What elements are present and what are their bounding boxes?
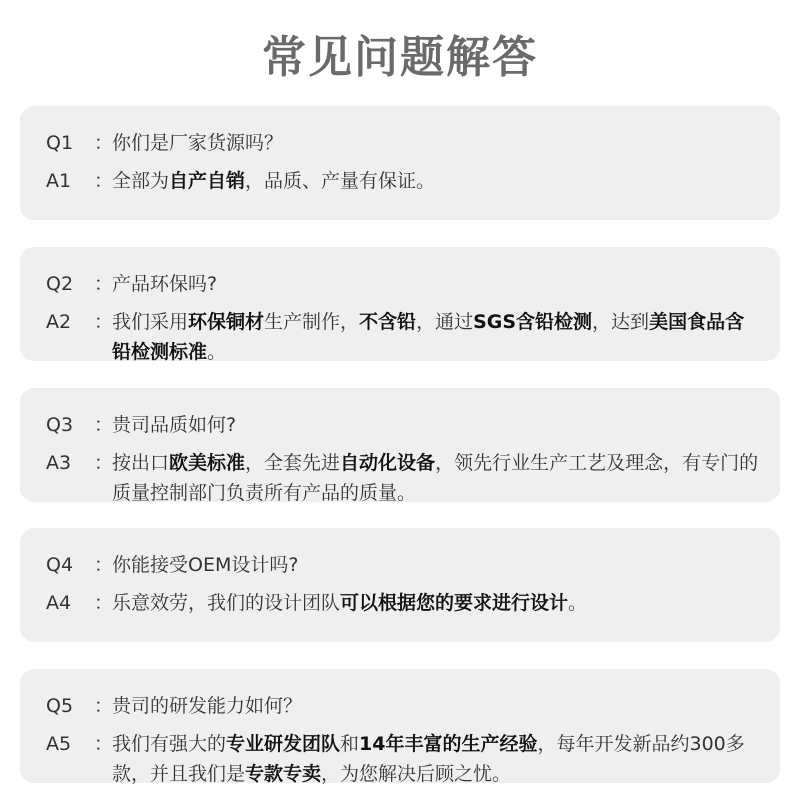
faq-question xyxy=(46,128,760,158)
question-text: 产品环保吗? xyxy=(112,273,218,295)
question-tag: Q1 xyxy=(46,132,74,154)
answer-tag: A1 xyxy=(46,170,72,192)
answer-text xyxy=(112,729,760,789)
answer-segment: 按出口 xyxy=(112,452,170,474)
answer-segment: ，每年开发新品约300多款，并且我们是 xyxy=(112,733,745,785)
answer-highlight: 专款专卖 xyxy=(245,763,322,785)
answer-separator: ： xyxy=(94,733,114,755)
answer-highlight: 欧美标准 xyxy=(169,452,246,474)
faq-card xyxy=(20,528,780,642)
answer-segment: 。 xyxy=(207,341,227,363)
question-text: 贵司品质如何? xyxy=(112,414,237,436)
answer-segment: 我们有强大的 xyxy=(112,733,227,755)
faq-question xyxy=(46,550,760,580)
answer-highlight: 14年丰富的生产经验 xyxy=(359,733,538,755)
answer-highlight: 环保铜材 xyxy=(188,311,265,333)
answer-segment: ，全套先进 xyxy=(245,452,341,474)
question-separator: ： xyxy=(94,695,114,717)
answer-tag: A3 xyxy=(46,452,72,474)
answer-segment: ，品质、产量有保证。 xyxy=(245,170,436,192)
question-separator: ： xyxy=(94,414,114,436)
answer-segment: ，达到 xyxy=(592,311,650,333)
question-separator: ： xyxy=(94,273,114,295)
question-text: 你能接受OEM设计吗? xyxy=(112,554,299,576)
answer-tag: A5 xyxy=(46,733,72,755)
question-text: 贵司的研发能力如何？ xyxy=(112,695,303,717)
question-text: 你们是厂家货源吗？ xyxy=(112,132,284,154)
question-tag: Q3 xyxy=(46,414,74,436)
faq-card xyxy=(20,106,780,220)
faq-card xyxy=(20,388,780,502)
answer-separator: ： xyxy=(94,452,114,474)
faq-answer xyxy=(46,729,760,789)
answer-text xyxy=(112,166,760,196)
answer-separator: ： xyxy=(94,311,114,333)
faq-card xyxy=(20,247,780,361)
answer-separator: ： xyxy=(94,592,114,614)
answer-segment: ，领先行业生产工艺及理念，有专门的质量控制部门负责所有产品的质量。 xyxy=(112,452,759,504)
answer-highlight: 专业研发团队 xyxy=(226,733,341,755)
answer-tag: A4 xyxy=(46,592,72,614)
answer-segment: ，通过 xyxy=(416,311,474,333)
answer-highlight: 自产自销 xyxy=(169,170,246,192)
answer-highlight: 不含铅 xyxy=(359,311,417,333)
page-title: 常见问题解答 xyxy=(262,32,538,83)
answer-separator: ： xyxy=(94,170,114,192)
faq-answer xyxy=(46,166,760,196)
faq-question xyxy=(46,691,760,721)
answer-highlight: 可以根据您的要求进行设计 xyxy=(340,592,569,614)
answer-segment: ，为您解决后顾之忧。 xyxy=(321,763,512,785)
answer-segment: 全部为 xyxy=(112,170,170,192)
question-tag: Q5 xyxy=(46,695,74,717)
answer-text xyxy=(112,307,760,367)
answer-text xyxy=(112,588,760,618)
answer-segment: 。 xyxy=(568,592,588,614)
answer-tag: A2 xyxy=(46,311,72,333)
answer-segment: 我们采用 xyxy=(112,311,189,333)
faq-answer xyxy=(46,448,760,508)
answer-highlight: SGS含铅检测 xyxy=(473,311,593,333)
answer-highlight: 自动化设备 xyxy=(340,452,436,474)
question-tag: Q4 xyxy=(46,554,74,576)
answer-segment: 和 xyxy=(340,733,360,755)
answer-segment: 生产制作， xyxy=(264,311,360,333)
question-separator: ： xyxy=(94,554,114,576)
faq-answer xyxy=(46,307,760,367)
answer-segment: 乐意效劳，我们的设计团队 xyxy=(112,592,341,614)
faq-card xyxy=(20,669,780,783)
answer-text xyxy=(112,448,760,508)
answer-highlight: 美国食品含铅检测标准 xyxy=(112,311,745,363)
faq-question xyxy=(46,269,760,299)
faq-question xyxy=(46,410,760,440)
question-tag: Q2 xyxy=(46,273,74,295)
faq-answer xyxy=(46,588,760,618)
question-separator: ： xyxy=(94,132,114,154)
